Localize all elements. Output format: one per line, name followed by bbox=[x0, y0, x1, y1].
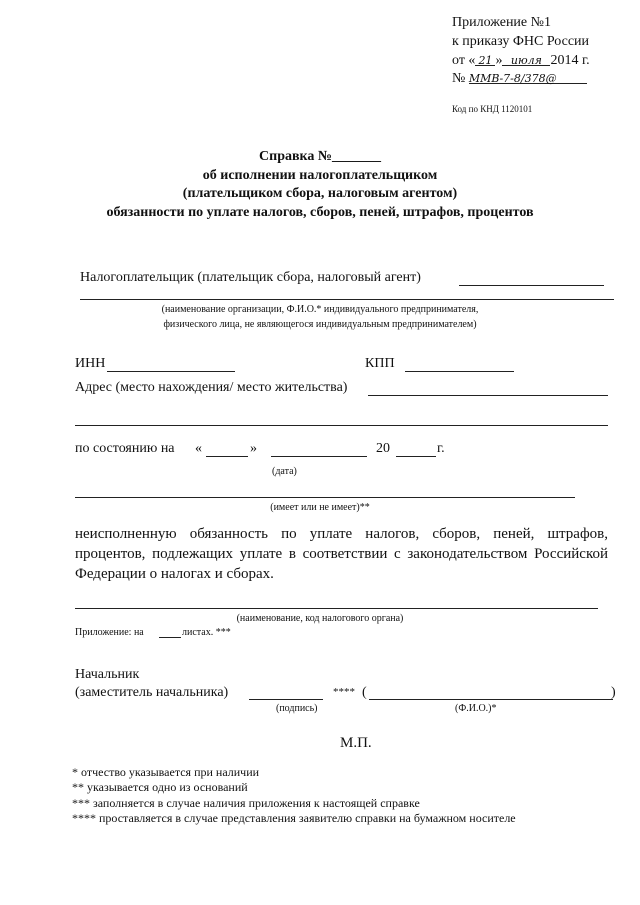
certificate-subtitle-2: (плательщиком сбора, налоговым агентом) bbox=[182, 186, 458, 201]
header-date-prefix: от « bbox=[452, 53, 476, 68]
signature-line[interactable] bbox=[249, 699, 323, 700]
address-label: Адрес (место нахождения/ место жительства) bbox=[75, 380, 348, 395]
header-date-year: 2014 г. bbox=[550, 53, 590, 68]
fio-field-line[interactable] bbox=[369, 699, 613, 700]
address-continuation-line[interactable] bbox=[75, 425, 608, 426]
header-number-value: ММВ-7-8/378@ bbox=[469, 72, 587, 84]
header-appendix-number: Приложение №1 bbox=[452, 15, 551, 30]
inn-label: ИНН bbox=[75, 356, 106, 371]
tax-authority-line[interactable] bbox=[75, 608, 598, 609]
has-field-line[interactable] bbox=[75, 497, 575, 498]
signatory-role-1: Начальник bbox=[75, 667, 140, 682]
header-date-day: 21 bbox=[475, 54, 495, 66]
certificate-subtitle-1: об исполнении налогоплательщиком bbox=[202, 168, 438, 183]
inn-field-line[interactable] bbox=[107, 371, 235, 372]
fio-caption: (Ф.И.О.)* bbox=[455, 703, 497, 714]
date-caption: (дата) bbox=[272, 466, 297, 477]
header-date-mid: » bbox=[495, 53, 503, 68]
signature-caption: (подпись) bbox=[276, 703, 318, 714]
header-date-month: июля bbox=[502, 54, 550, 66]
certificate-title: Справка №_______ bbox=[259, 149, 381, 164]
stamp-place: М.П. bbox=[340, 735, 372, 751]
attachment-pages-line[interactable] bbox=[159, 637, 181, 638]
status-year-line[interactable] bbox=[396, 456, 436, 457]
taxpayer-label: Налогоплательщик (плательщик сбора, налоговый агент) bbox=[80, 270, 421, 285]
tax-authority-caption: (наименование, код налогового органа) bbox=[236, 613, 404, 624]
status-quote-open: « bbox=[195, 441, 202, 456]
header-order-reference: к приказу ФНС России bbox=[452, 34, 590, 49]
knd-code: Код по КНД 1120101 bbox=[452, 104, 533, 114]
attachment-suffix: листах. *** bbox=[182, 627, 231, 638]
status-year-suffix: г. bbox=[437, 441, 445, 456]
status-quote-close: » bbox=[250, 441, 257, 456]
status-month-line[interactable] bbox=[271, 456, 367, 457]
footnote-1: * отчество указывается при наличии bbox=[72, 765, 260, 779]
status-day-line[interactable] bbox=[206, 456, 248, 457]
header-order-number bbox=[452, 71, 587, 87]
address-field-line[interactable] bbox=[368, 395, 608, 396]
footnote-3: *** заполняется в случае наличия приложения к настоящей справке bbox=[72, 796, 420, 810]
footnote-2: ** указывается одно из оснований bbox=[72, 780, 248, 794]
header-number-sign: № bbox=[452, 71, 466, 86]
certificate-subtitle-3: обязанности по уплате налогов, сборов, пеней, штрафов, процентов bbox=[106, 205, 534, 220]
header-order-date bbox=[452, 53, 590, 69]
has-caption: (имеет или не имеет)** bbox=[270, 502, 370, 513]
taxpayer-field-line[interactable] bbox=[459, 285, 604, 286]
fio-paren-open: ( bbox=[362, 685, 367, 700]
fio-paren-close: ) bbox=[611, 685, 616, 700]
taxpayer-caption-1: (наименование организации, Ф.И.О.* индивидуального предпринимателя, bbox=[161, 304, 479, 315]
kpp-label: КПП bbox=[365, 356, 395, 371]
footnote-4: **** проставляется в случае представления заявителю справки на бумажном носителе bbox=[72, 811, 516, 825]
signature-marker: **** bbox=[333, 686, 355, 698]
taxpayer-caption-2: физического лица, не являющегося индивидуальным предпринимателем) bbox=[163, 319, 477, 330]
status-century: 20 bbox=[376, 441, 390, 456]
signatory-role-2: (заместитель начальника) bbox=[75, 685, 229, 700]
obligation-text: неисполненную обязанность по уплате налогов, сборов, пеней, штрафов, процентов, подлежащих уплате в соответствии с законодательством Российской Федерации о налогах и сборах. bbox=[75, 526, 608, 582]
status-prefix: по состоянию на bbox=[75, 441, 175, 456]
attachment-prefix: Приложение: на bbox=[75, 627, 144, 638]
kpp-field-line[interactable] bbox=[405, 371, 514, 372]
taxpayer-name-line[interactable] bbox=[80, 299, 614, 300]
